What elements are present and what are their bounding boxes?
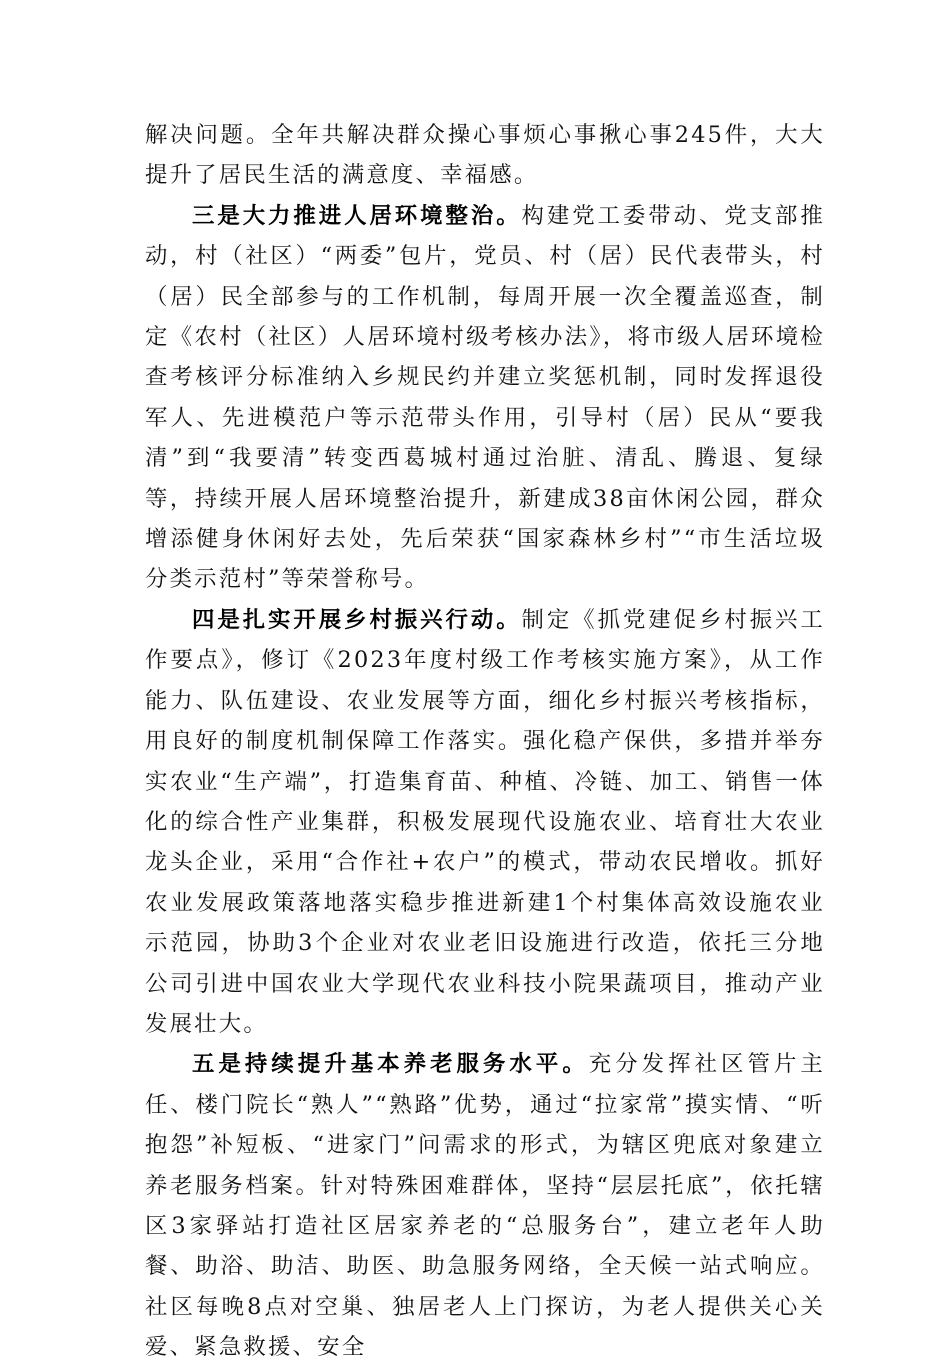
paragraph-3-text: 制定《抓党建促乡村振兴工作要点》，修订《2023年度村级工作考核实施方案》，从工作能力、队伍建设、农业发展等方面，细化乡村振兴考核指标，用良好的制度机制保障工作落实。强化稳产保供，多措并举夯实农业“生产端”，打造集育苗、种植、冷链、加工、销售一体化的综合性产业集群，积极发展现代设施农业、培育壮大农业龙头企业，采用“合作社+农户”的模式，带动农民增收。抓好农业发展政策落地落实稳步推进新建1个村集体高效设施农业示范园，协助3个企业对农业老旧设施进行改造，依托三分地公司引进中国农业大学现代农业科技小院果蔬项目，推动产业发展壮大。 [145, 606, 825, 1037]
paragraph-2 [145, 196, 825, 600]
paragraph-1 [145, 115, 825, 196]
paragraph-4-heading: 五是持续提升基本养老服务水平。 [192, 1051, 589, 1078]
paragraph-4-text: 充分发挥社区管片主任、楼门院长“熟人”“熟路”优势，通过“拉家常”摸实情、“听抱怨”补短板、“进家门”问需求的形式，为辖区兜底对象建立养老服务档案。针对特殊困难群体，坚持“层层托底”，依托辖区3家驿站打造社区居家养老的“总服务台”，建立老年人助餐、助浴、助洁、助医、助急服务网络，全天候一站式响应。社区每晚8点对空巢、独居老人上门探访，为老人提供关心关爱、紧急救援、安全 [145, 1051, 825, 1361]
paragraph-2-text: 构建党工委带动、党支部推动，村（社区）“两委”包片，党员、村（居）民代表带头，村（居）民全部参与的工作机制，每周开展一次全覆盖巡查，制定《农村（社区）人居环境村级考核办法》，将市级人居环境检查考核评分标准纳入乡规民约并建立奖惩机制，同时发挥退役军人、先进模范户等示范带头作用，引导村（居）民从“要我清”到“我要清”转变西葛城村通过治脏、清乱、腾退、复绿等，持续开展人居环境整治提升，新建成38亩休闲公园，群众增添健身休闲好去处，先后荣获“国家森林乡村”“市生活垃圾分类示范村”等荣誉称号。 [145, 202, 825, 593]
document-body [145, 115, 825, 1368]
paragraph-2-heading: 三是大力推进人居环境整治。 [192, 202, 522, 229]
paragraph-3 [145, 600, 825, 1044]
paragraph-4 [145, 1044, 825, 1367]
paragraph-3-heading: 四是扎实开展乡村振兴行动。 [192, 606, 522, 633]
paragraph-1-text: 解决问题。全年共解决群众操心事烦心事揪心事245件，大大提升了居民生活的满意度、幸福感。 [145, 122, 825, 189]
